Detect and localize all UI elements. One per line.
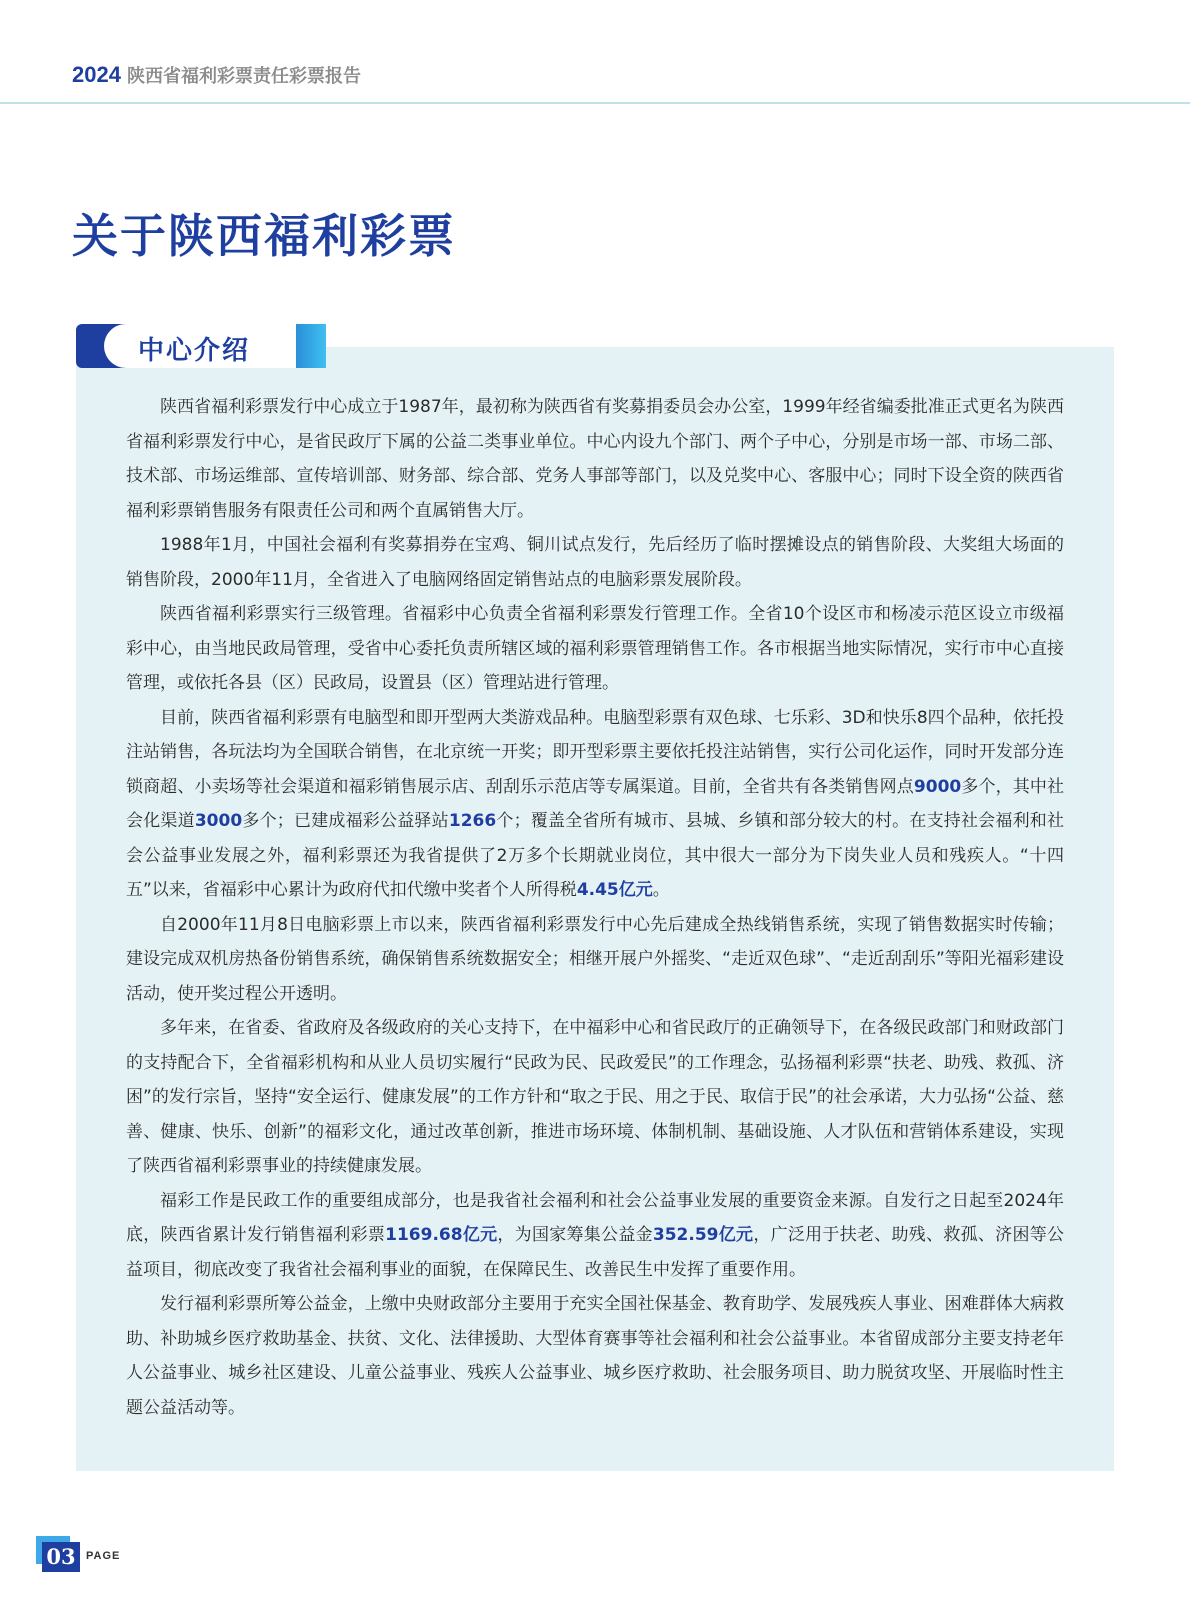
- page-label: PAGE: [86, 1550, 121, 1562]
- paragraph-text: 发行福利彩票所筹公益金，上缴中央财政部分主要用于充实全国社保基金、教育助学、发展残疾人事业、困难群体大病救助、补助城乡医疗救助基金、扶贫、文化、法律援助、大型体育赛事等社会福利和社会公益事业。本省留成部分主要支持老年人公益事业、城乡社区建设、儿童公益事业、残疾人公益事业、城乡医疗救助、社会服务项目、助力脱贫攻坚、开展临时性主题公益活动等。: [126, 1294, 1064, 1418]
- page-number: 03: [42, 1542, 80, 1572]
- paragraph: [126, 390, 1064, 528]
- paragraph-text: 多年来，在省委、省政府及各级政府的关心支持下，在中福彩中心和省民政厅的正确领导下，在各级民政部门和财政部门的支持配合下，全省福彩机构和从业人员切实履行“民政为民、民政爱民”的工作理念，弘扬福利彩票“扶老、助残、救孤、济困”的发行宗旨，坚持“安全运行、健康发展”的工作方针和“取之于民、用之于民、取信于民”的社会承诺，大力弘扬“公益、慈善、健康、快乐、创新”的福彩文化，通过改革创新，推进市场环境、体制机制、基础设施、人才队伍和营销体系建设，实现了陕西省福利彩票事业的持续健康发展。: [126, 1018, 1064, 1176]
- highlight-figure: 1169.68亿元: [385, 1225, 498, 1245]
- paragraph: [126, 597, 1064, 701]
- paragraph: [126, 1184, 1064, 1288]
- paragraph: [126, 1011, 1064, 1184]
- paragraph-text: 福彩工作是民政工作的重要组成部分，也是我省社会福利和社会公益事业发展的重要资金来源。自发行之日起至2024年底，陕西省累计发行销售福利彩票: [126, 1190, 1064, 1245]
- paragraph-text: 陕西省福利彩票实行三级管理。省福彩中心负责全省福利彩票发行管理工作。全省10个设区市和杨凌示范区设立市级福彩中心，由当地民政局管理，受省中心委托负责所辖区域的福利彩票管理销售工作。各市根据当地实际情况，实行市中心直接管理，或依托各县（区）民政局，设置县（区）管理站进行管理。: [126, 604, 1064, 693]
- paragraph-text: 。: [652, 880, 670, 900]
- header-year: 2024: [72, 62, 121, 87]
- highlight-figure: 1266: [448, 811, 497, 831]
- header-divider: [0, 102, 1190, 104]
- header-title: [72, 62, 361, 88]
- paragraph: [126, 528, 1064, 597]
- highlight-figure: 3000: [194, 811, 243, 831]
- header-report-title: 陕西省福利彩票责任彩票报告: [126, 66, 361, 87]
- paragraph-text: 1988年1月，中国社会福利有奖募捐券在宝鸡、铜川试点发行，先后经历了临时摆摊设点的销售阶段、大奖组大场面的销售阶段，2000年11月，全省进入了电脑网络固定销售站点的电脑彩票发展阶段。: [126, 535, 1064, 590]
- body-text: [126, 390, 1064, 1425]
- page-title: 关于陕西福利彩票: [72, 209, 456, 263]
- section-tab: [76, 324, 326, 368]
- paragraph-text: ，广泛用于扶老、助残、救孤、济困等公益项目，彻底改变了我省社会福利事业的面貌，在保障民生、改善民生中发挥了重要作用。: [126, 1225, 1065, 1280]
- paragraph-text: 陕西省福利彩票发行中心成立于1987年，最初称为陕西省有奖募捐委员会办公室，1999年经省编委批准正式更名为陕西省福利彩票发行中心，是省民政厅下属的公益二类事业单位。中心内设九个部门、两个子中心，分别是市场一部、市场二部、技术部、市场运维部、宣传培训部、财务部、综合部、党务人事部等部门，以及兑奖中心、客服中心；同时下设全资的陕西省福利彩票销售服务有限责任公司和两个直属销售大厅。: [126, 397, 1064, 521]
- page-header: [0, 0, 1190, 104]
- paragraph-text: 个；覆盖全省所有城市、县城、乡镇和部分较大的村。在支持社会福利和社会公益事业发展之外，福利彩票还为我省提供了2万多个长期就业岗位，其中很大一部分为下岗失业人员和残疾人。“十四五”以来，省福彩中心累计为政府代扣代缴中奖者个人所得税: [126, 811, 1065, 900]
- paragraph: [126, 908, 1064, 1012]
- paragraph-text: 目前，陕西省福利彩票有电脑型和即开型两大类游戏品种。电脑型彩票有双色球、七乐彩、3D和快乐8四个品种，依托投注站销售，各玩法均为全国联合销售，在北京统一开奖；即开型彩票主要依托投注站销售，实行公司化运作，同时开发部分连锁商超、小卖场等社会渠道和福彩销售展示店、刮刮乐示范店等专属渠道。目前，全省共有各类销售网点: [126, 707, 1064, 797]
- paragraph-text: 多个；已建成福彩公益驿站: [242, 811, 449, 831]
- paragraph-text: ，为国家筹集公益金: [497, 1225, 653, 1245]
- page-number-badge: [36, 1536, 80, 1572]
- section-tab-accent: [296, 324, 326, 368]
- paragraph-text: 自2000年11月8日电脑彩票上市以来，陕西省福利彩票发行中心先后建成全热线销售系统，实现了销售数据实时传输；建设完成双机房热备份销售系统，确保销售系统数据安全；相继开展户外摇奖、“走近双色球”、“走近刮刮乐”等阳光福彩建设活动，使开奖过程公开透明。: [126, 914, 1064, 1004]
- highlight-figure: 352.59亿元: [652, 1225, 754, 1245]
- section-title: 中心介绍: [138, 336, 251, 366]
- paragraph-text: 多个，其中社会化渠道: [126, 776, 1065, 831]
- highlight-figure: 4.45亿元: [576, 880, 653, 900]
- paragraph: [126, 1287, 1064, 1425]
- highlight-figure: 9000: [913, 776, 962, 797]
- paragraph: [126, 701, 1064, 908]
